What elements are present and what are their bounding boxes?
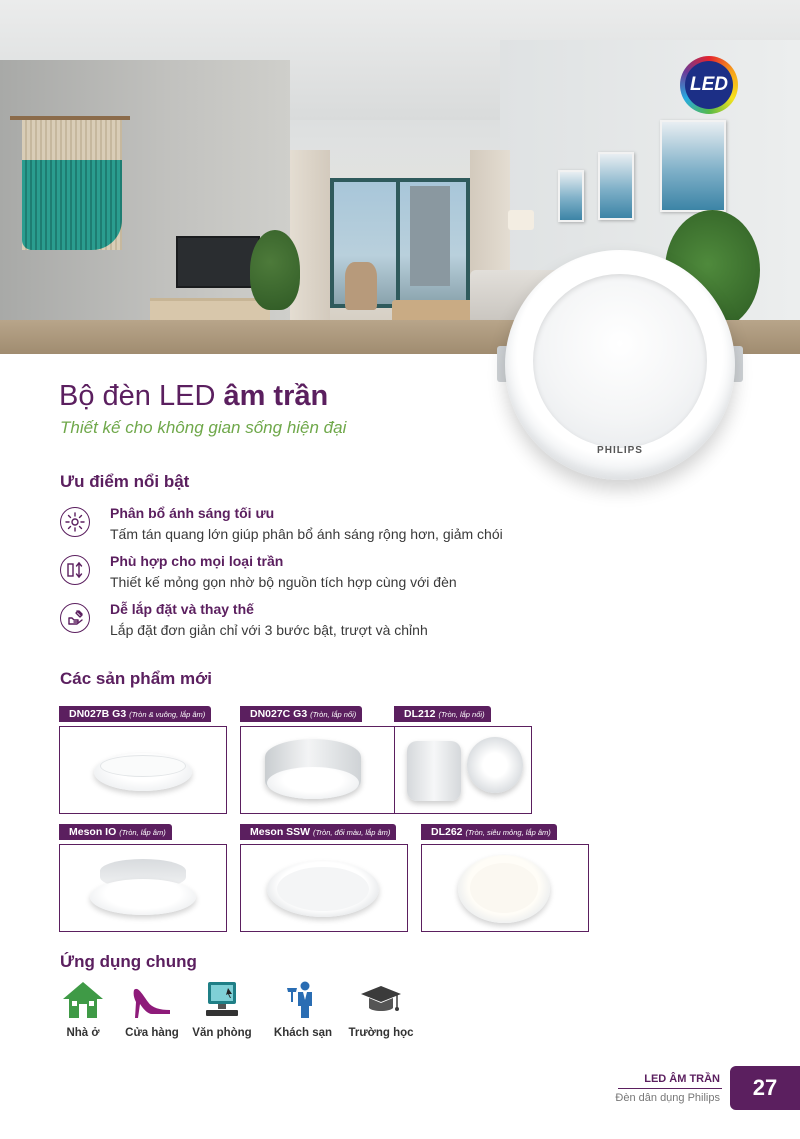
footer-subtitle: Đèn dân dụng Philips <box>615 1092 720 1104</box>
application-item <box>346 980 416 1042</box>
product-card-dn027c <box>240 706 408 813</box>
application-label: Cửa hàng <box>125 1027 179 1039</box>
footer-category: LED ÂM TRẦN <box>644 1073 720 1085</box>
page-number: 27 <box>730 1066 800 1110</box>
applications-heading: Ứng dụng chung <box>60 952 197 971</box>
product-image-box <box>240 726 408 814</box>
application-item <box>48 980 118 1042</box>
product-label: DN027B G3 (Tròn & vuông, lắp âm) <box>59 706 211 722</box>
application-item <box>117 980 187 1042</box>
led-badge-text: LED <box>685 61 733 109</box>
product-label: DN027C G3 (Tròn, lắp nổi) <box>240 706 362 722</box>
feature-title: Phù hợp cho mọi loại trần <box>110 553 284 569</box>
application-item <box>187 980 257 1042</box>
house-icon <box>61 980 105 1020</box>
high-heel-icon <box>130 980 174 1020</box>
led-badge <box>680 56 738 114</box>
application-label: Nhà ở <box>66 1027 100 1039</box>
graduation-cap-icon <box>359 980 403 1020</box>
page-title <box>59 380 328 413</box>
feature-description: Thiết kế mỏng gọn nhờ bộ nguồn tích hợp cùng với đèn <box>110 574 457 590</box>
product-image-box <box>421 844 589 932</box>
product-image-box <box>240 844 408 932</box>
feature-item <box>60 505 580 551</box>
waiter-icon <box>281 980 325 1020</box>
feature-item <box>60 553 580 599</box>
product-label: DL262 (Tròn, siêu mỏng, lắp âm) <box>421 824 557 840</box>
computer-icon <box>200 980 244 1020</box>
highlights-heading: Ưu điểm nổi bật <box>60 472 190 491</box>
page-subtitle: Thiết kế cho không gian sống hiện đại <box>60 418 347 437</box>
product-card-meson-ssw <box>240 824 408 931</box>
application-item <box>268 980 338 1042</box>
feature-item <box>60 601 580 647</box>
products-heading: Các sản phẩm mới <box>60 669 212 688</box>
product-card-dn027b <box>59 706 227 813</box>
application-label: Trường học <box>348 1027 414 1039</box>
feature-title: Dễ lắp đặt và thay thế <box>110 601 254 617</box>
page-title-bold: âm trần <box>223 380 329 412</box>
product-label: DL212 (Tròn, lắp nổi) <box>394 706 491 722</box>
application-label: Khách sạn <box>273 1027 333 1039</box>
product-image-box <box>394 726 532 814</box>
product-image-box <box>59 844 227 932</box>
light-distribution-icon <box>60 507 90 537</box>
product-label: Meson SSW (Tròn, đổi màu, lắp âm) <box>240 824 396 840</box>
feature-description: Lắp đặt đơn giản chỉ với 3 bước bật, trượt và chỉnh <box>110 622 428 638</box>
footer-divider <box>618 1088 722 1089</box>
page-title-regular: Bộ đèn LED <box>59 380 224 412</box>
ceiling-fit-icon <box>60 555 90 585</box>
downlight-brand-label: PHILIPS <box>597 445 643 456</box>
feature-title: Phân bổ ánh sáng tối ưu <box>110 505 275 521</box>
product-image-box <box>59 726 227 814</box>
product-card-dl212 <box>394 706 562 813</box>
product-card-meson-io <box>59 824 227 931</box>
product-label: Meson IO (Tròn, lắp âm) <box>59 824 172 840</box>
feature-description: Tấm tán quang lớn giúp phân bổ ánh sáng rộng hơn, giảm chói <box>110 526 503 542</box>
hero-downlight-image <box>505 250 735 480</box>
application-label: Văn phòng <box>192 1027 252 1039</box>
install-hand-icon <box>60 603 90 633</box>
product-card-dl262 <box>421 824 589 931</box>
